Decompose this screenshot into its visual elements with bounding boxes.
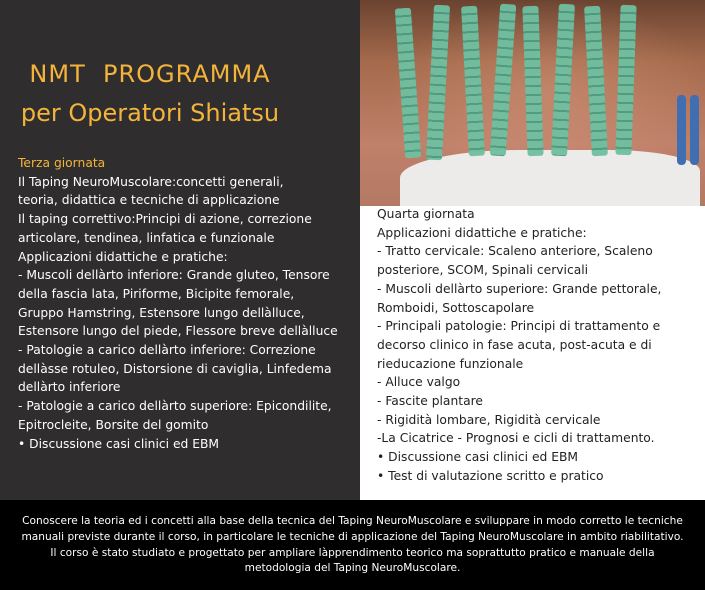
day4-line: - Principali patologie: Principi di trattamento e	[377, 319, 661, 334]
day3-line: Applicazioni didattiche e pratiche:	[18, 249, 228, 264]
day3-heading: Terza giornata	[18, 156, 106, 170]
day4-line: - Fascite plantare	[377, 394, 483, 409]
day4-line: -La Cicatrice - Prognosi e cicli di trattamento.	[377, 431, 655, 446]
day3-line: dellàrto inferiore	[18, 380, 121, 395]
day3-line: articolare, tendinea, linfatica e funzionale	[18, 230, 275, 245]
description-line: manuali previste durante il corso, in particolare le tecniche di applicazione del Taping NeuroMuscolare in ambito riabilitativo.	[21, 530, 684, 543]
cloth	[400, 150, 700, 206]
program-title: NMT PROGRAMMA	[29, 60, 271, 88]
day4-line: - Tratto cervicale: Scaleno anteriore, Scaleno	[377, 244, 653, 259]
day4-line: Romboidi, Sottoscapolare	[377, 300, 535, 315]
description-line: Conoscere la teoria ed i concetti alla base della tecnica del Taping NeuroMuscolare e sviluppare in modo corretto le tecniche	[22, 515, 683, 527]
day3-line: della fascia lata, Piriforme, Bicipite femorale,	[18, 286, 295, 301]
day4-line: - Rigidità lombare, Rigidità cervicale	[377, 412, 601, 427]
description-line: metodologia del Taping NeuroMuscolare.	[244, 562, 461, 575]
day3-line: - Patologie a carico dellàrto inferiore: Correzione	[18, 343, 316, 358]
day4-line: decorso clinico in fase acuta, post-acuta e di	[377, 337, 652, 352]
day4-heading: Quarta giornata	[377, 207, 475, 221]
course-description	[8, 514, 697, 577]
kinesio-tape-photo	[360, 0, 705, 206]
tube	[677, 95, 686, 165]
day3-line: Il taping correttivo:Principi di azione, correzione	[18, 212, 312, 227]
day4-line: - Muscoli dellàrto superiore: Grande pettorale,	[377, 281, 662, 296]
day3-line: - Muscoli dellàrto inferiore: Grande gluteo, Tensore	[18, 268, 330, 283]
day4-line: • Test di valutazione scritto e pratico	[377, 468, 604, 483]
day3-line: dellàsse rotuleo, Distorsione di caviglia, Linfedema	[18, 361, 332, 376]
day4-line: Applicazioni didattiche e pratiche:	[377, 225, 587, 240]
day3-line: Estensore lungo del piede, Flessore breve dellàlluce	[18, 324, 338, 339]
day3-line: teoria, didattica e tecniche di applicazione	[18, 193, 280, 208]
day3-line: Epitrocleite, Borsite del gomito	[18, 417, 209, 432]
footer-band	[0, 500, 705, 590]
day3-line: - Patologie a carico dellàrto superiore: Epicondilite,	[18, 399, 332, 414]
day4-line: • Discussione casi clinici ed EBM	[377, 450, 579, 465]
day4-section	[377, 205, 702, 486]
day4-line: - Alluce valgo	[377, 375, 461, 390]
day3-section	[18, 154, 354, 453]
tube	[690, 95, 699, 165]
program-subtitle: per Operatori Shiatsu	[20, 99, 280, 127]
day3-line: Il Taping NeuroMuscolare:concetti generali,	[18, 174, 284, 189]
day4-line: posteriore, SCOM, Spinali cervicali	[377, 263, 589, 278]
day3-line: Gruppo Hamstring, Estensore lungo dellàlluce,	[18, 305, 305, 320]
description-line: Il corso è stato studiato e progettato per ampliare làpprendimento teorico ma soprattutto pratico e manuale della	[50, 546, 655, 559]
day4-line: rieducazione funzionale	[377, 356, 524, 371]
day3-line: • Discussione casi clinici ed EBM	[18, 436, 220, 451]
